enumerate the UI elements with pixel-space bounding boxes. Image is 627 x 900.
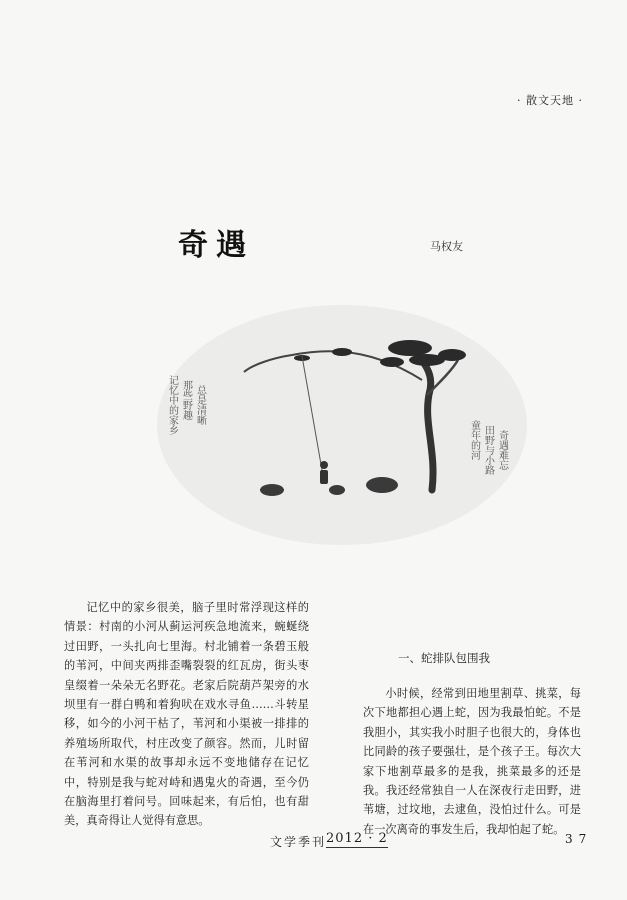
calligraphy-right-col-2: 田野与小路 (482, 425, 494, 475)
article-title: 奇遇 (178, 228, 254, 263)
calligraphy-left-col-1: 记忆中的家乡 (166, 375, 178, 435)
footer-journal-name: 文学季刊 (270, 835, 327, 849)
child-figure (320, 461, 328, 484)
ink-painting-illustration (152, 300, 532, 550)
section-tag: · 散文天地 · (517, 94, 583, 107)
calligraphy-right-col-1: 童年的河 (468, 420, 480, 460)
section-heading: 一、蛇排队包围我 (398, 651, 490, 665)
page-number: 37 (565, 832, 593, 846)
intro-paragraph: 记忆中的家乡很美，脑子里时常浮现这样的情景：村南的小河从蓟运河疾急地流来，蜿蜒绕过田野，一头扎向七里海。村北铺着一条碧玉般的苇河，中间夹两排歪嘴裂裂的红瓦房，街头枣皇缀着一朵朵无名野花。老家后院葫芦架旁的水坝里有一群白鸭和着狗吠在戏水寻鱼……斗转星移，如今的小河干枯了，苇河和小渠被一排排的养殖场所取代，村庄改变了颜容。然而，儿时留在苇河和水渠的故事却永远不变地储存在记忆中，特别是我与蛇对峙和遇鬼火的奇遇，至今仍在脑海里打着问号。回味起来，有后怕，也有甜美，真奇得让人觉得有意思。 (64, 601, 309, 828)
calligraphy-left-col-2: 那些野趣 (180, 380, 192, 420)
calligraphy-right-col-3: 奇遇难忘 (496, 430, 508, 470)
footer-issue: 2012 · 2 (326, 831, 388, 846)
section-paragraph: 小时候，经常到田地里割草、挑菜，每次下地都担心遇上蛇，因为我最怕蛇。不是我胆小，其实我小时胆子也很大的，身体也比同龄的孩子要强壮，是个孩子王。每次大家下地割草最多的是我，挑菜最多的还是我。我还经常独自一人在深夜行走田野，进苇塘，过坟地，去逮鱼，没怕过什么。可是在一次离奇的事发生后，我却怕起了蛇。 (363, 687, 581, 836)
calligraphy-left-col-3: 总是清晰 (194, 385, 206, 425)
author-name: 马权友 (430, 240, 463, 253)
